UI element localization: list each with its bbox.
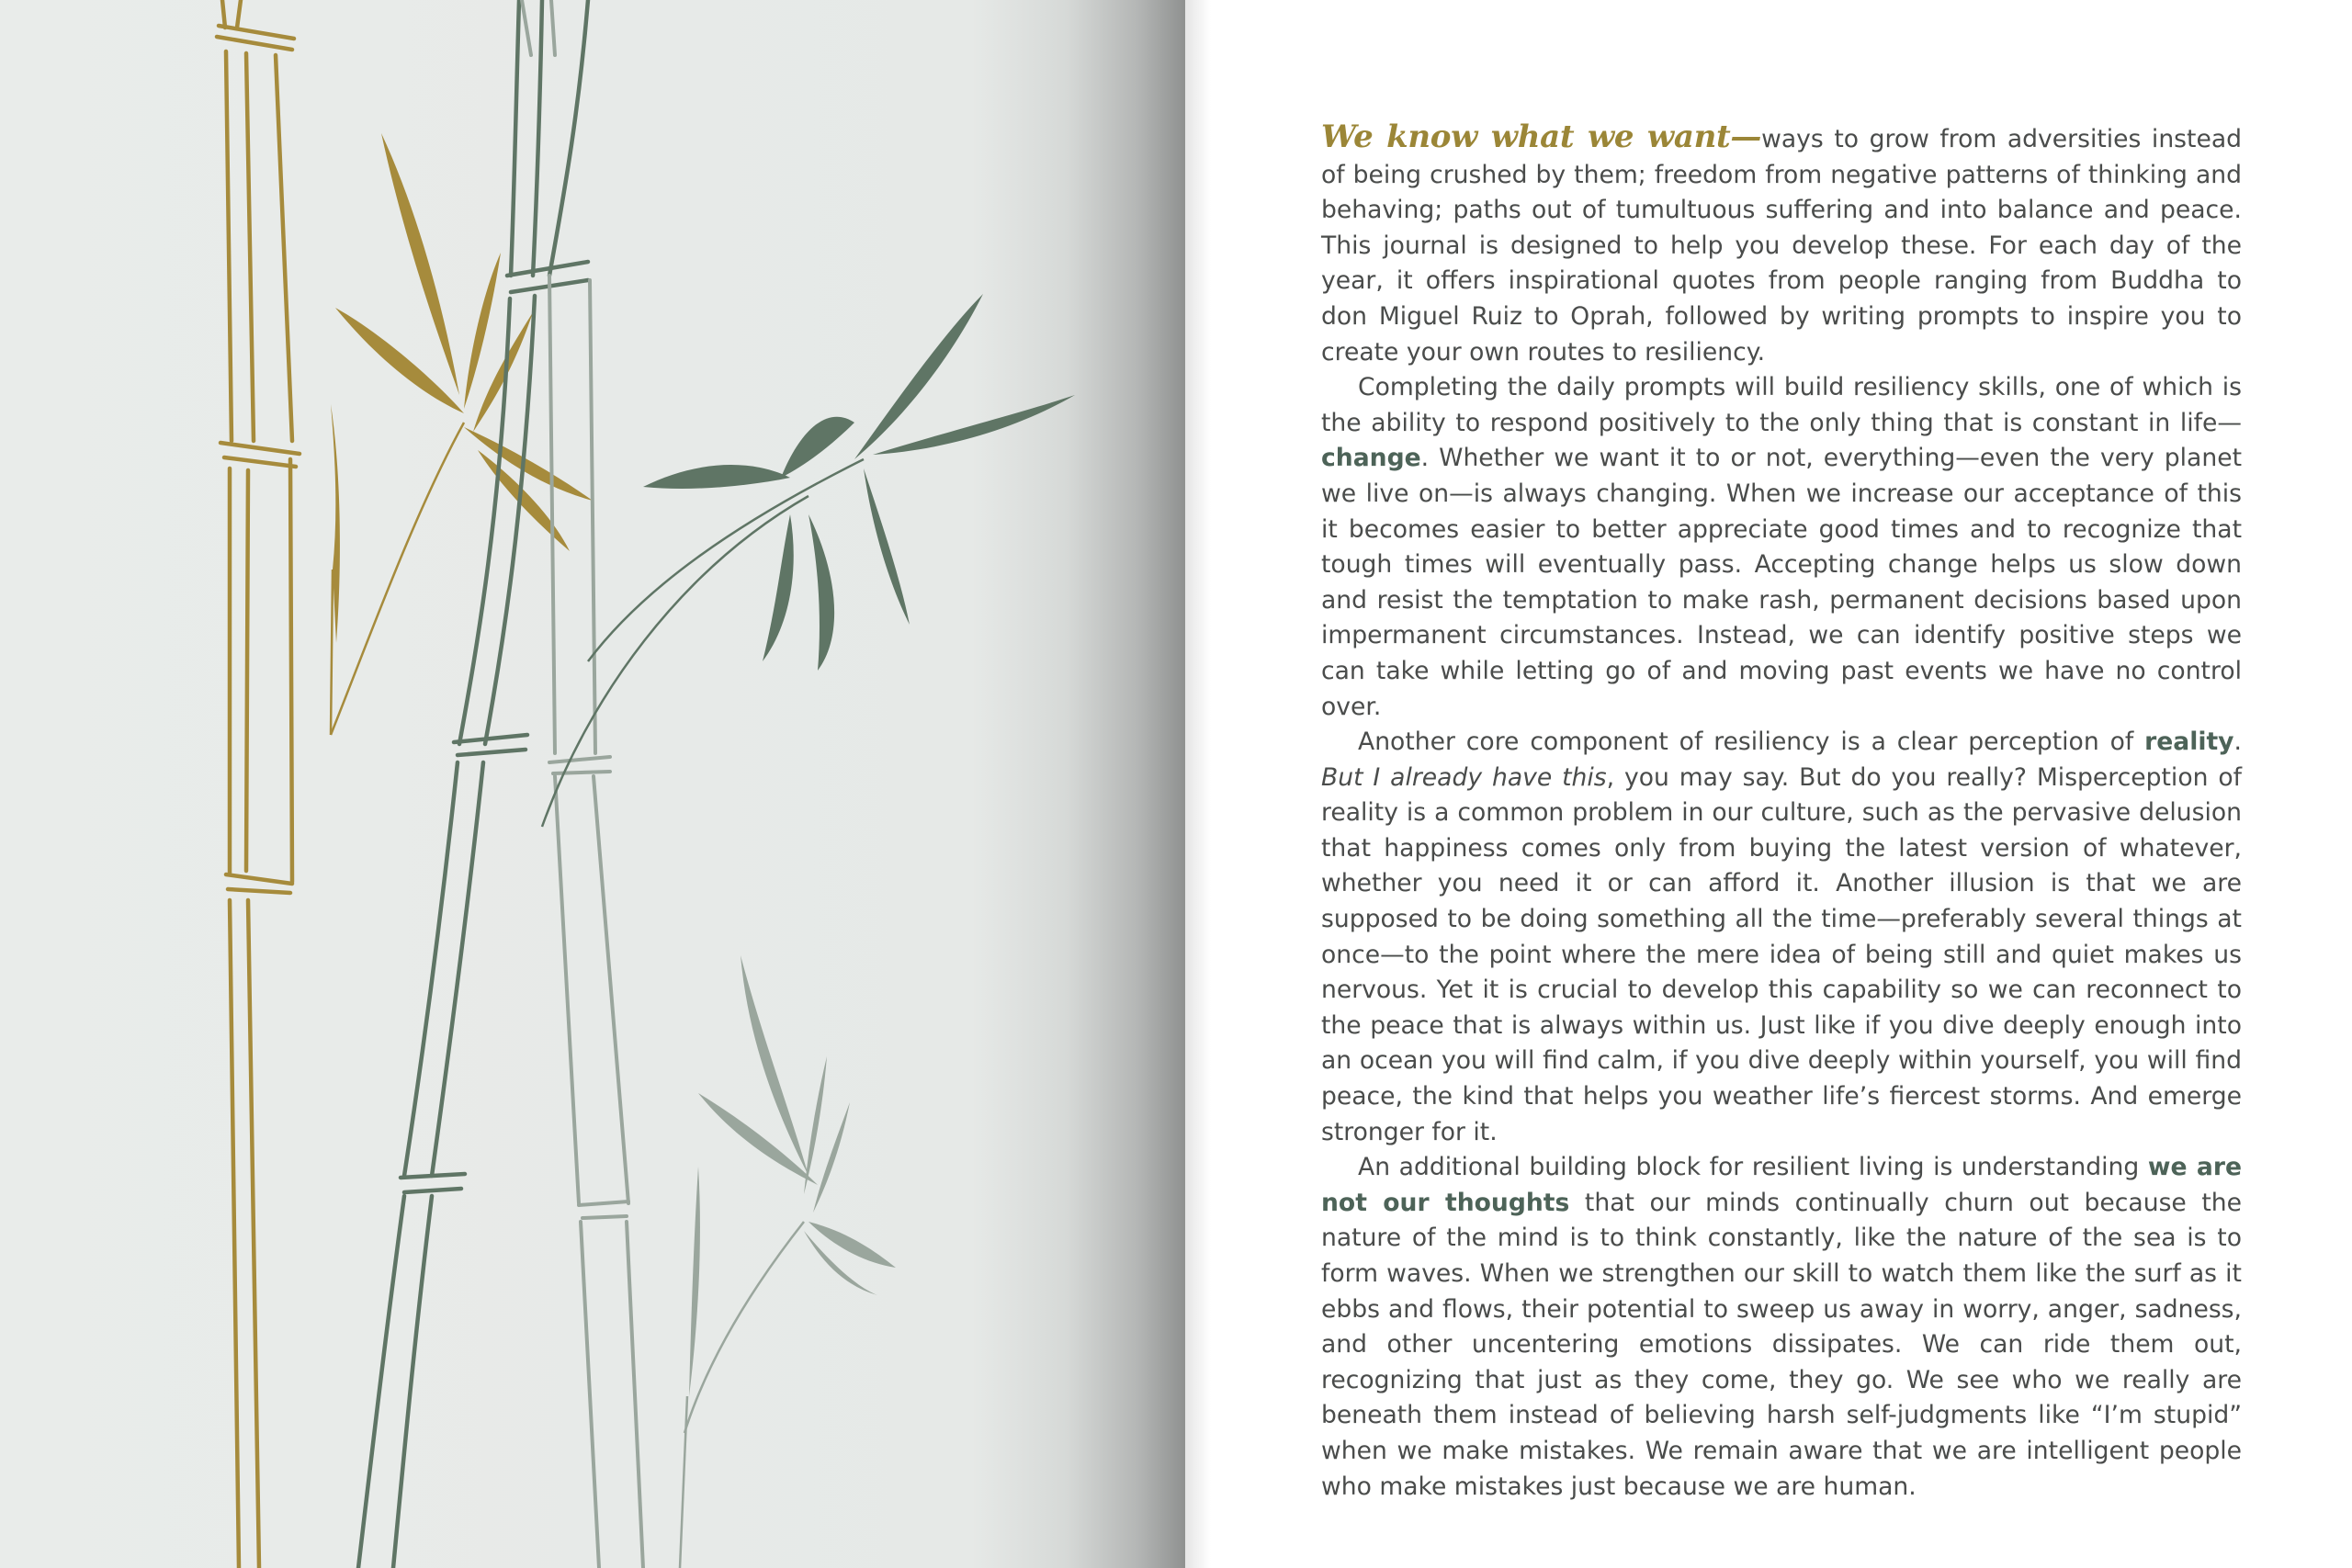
body-text <box>1321 119 2242 1505</box>
paragraph-4: An additional building block for resilient living is understanding we are not our thoughts that our minds continually churn out because the nature of the mind is to think constantly, like the nature of the sea is to form waves. When we strengthen our skill to watch them like the surf as it ebbs and flows, their potential to sweep us away in worry, anger, sadness, and other uncentering emotions dissipates. We can ride them out, recognizing that just as they come, they go. We see who we really are beneath them instead of believing harsh self-judgments like “I’m stupid” when we make mistakes. We remain aware that we are intelligent people who make mistakes just because we are human. <box>1321 1153 2242 1501</box>
gray-bamboo-stalk <box>522 0 643 1568</box>
keyword-change: change <box>1321 444 1421 473</box>
keyword-reality: reality <box>2144 728 2234 757</box>
gray-bamboo-leaves <box>689 955 896 1396</box>
gold-branch <box>331 423 464 735</box>
paragraph-3: Another core component of resiliency is a clear perception of reality. But I already have this, you may say. But do you really? Misperception of reality is a common problem in our culture, such as the pervasive delusion that happiness comes only from buying the latest version of whatever, whether you need it or can afford it. Another illusion is that we are supposed to be doing something all the time—preferably several things at once—to the point where the mere idea of being still and quiet makes us nervous. Yet it is crucial to develop this capability so we can reconnect to the peace that is always within us. Just like if you dive deeply enough into an ocean you will find calm, if you dive deeply within yourself, you will find peace, the kind that helps you weather life’s fiercest storms. And emerge stronger for it. <box>1321 728 2242 1146</box>
paragraph-1: We know what we want—ways to grow from adversities instead of being crushed by them; freedom from negative patterns of thinking and behaving; paths out of tumultuous suffering and into balance and peace. This journal is designed to help you develop these. For each day of the year, it offers inspirational quotes from people ranging from Buddha to don Miguel Ruiz to Oprah, followed by writing prompts to inspire you to create your own routes to resiliency. <box>1321 118 2242 367</box>
keyword-not-our-thoughts: we are not our thoughts <box>1321 1153 2242 1217</box>
gold-bamboo-stalk <box>217 0 300 1568</box>
italic-phrase: But I already have this <box>1321 762 1607 792</box>
right-page <box>1185 0 2352 1568</box>
paragraph-2: Completing the daily prompts will build resiliency skills, one of which is the ability to respond positively to the only thing that is constant in life—change. Whether we want it to or not, everything—even the very planet we live on—is always changing. When we increase our acceptance of this it becomes easier to better appreciate good times and to recognize that tough times will eventually pass. Accepting change helps us slow down and resist the temptation to make rash, permanent decisions based upon impermanent circumstances. Instead, we can identify positive steps we can take while letting go of and moving past events we have no control over. <box>1321 373 2242 721</box>
sage-bamboo-leaves <box>643 294 1075 671</box>
lead-phrase: We know what we want— <box>1321 118 1762 155</box>
